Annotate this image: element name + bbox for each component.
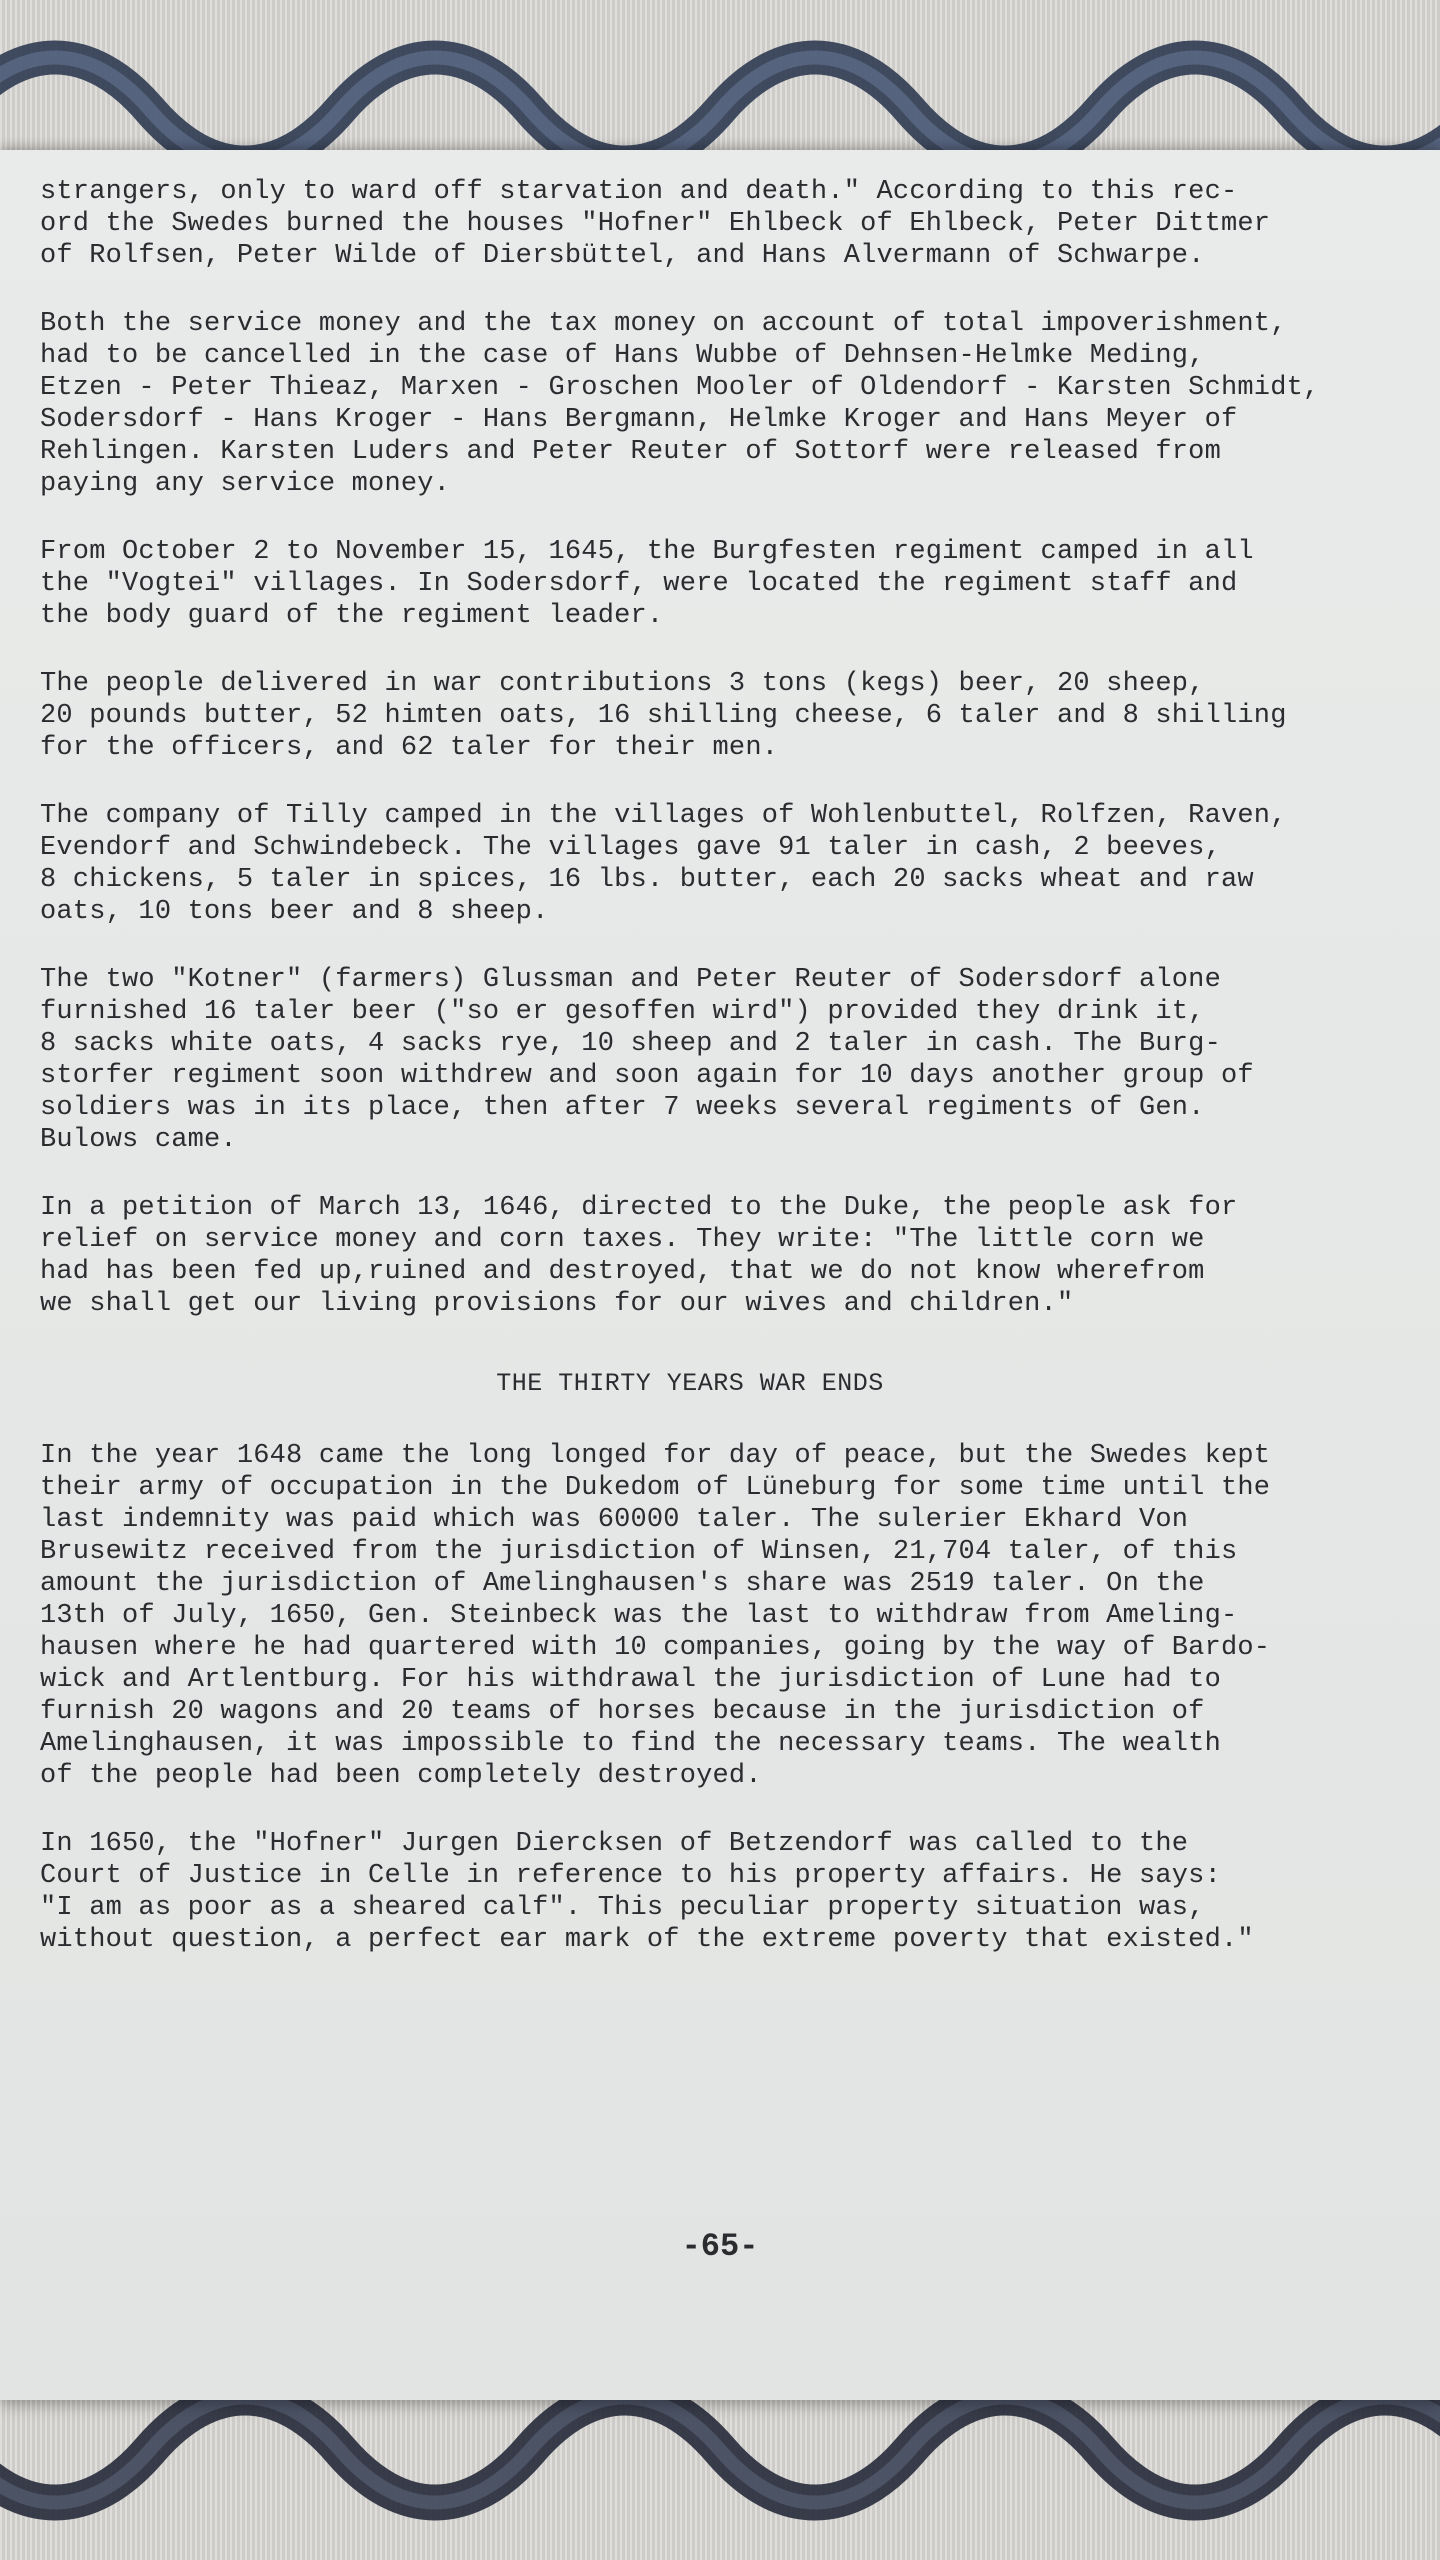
paragraph: The company of Tilly camped in the villages of Wohlenbuttel, Rolfzen, Raven, Evendorf and Schwindebeck. The villages gave 91 taler in cash, 2 beeves, 8 chickens, 5 taler in spices, 16 lbs. butter, each 20 sacks wheat and raw oats, 10 tons beer and 8 sheep. (40, 801, 1287, 927)
paragraph: The two "Kotner" (farmers) Glussman and Peter Reuter of Sodersdorf alone furnished 16 taler beer ("so er gesoffen wird") provided they drink it, 8 sacks white oats, 4 sacks rye, 10 sheep and 2 taler in cash. The Burg- storfer regiment soon withdrew and soon again for 10 days another group of soldiers was in its place, then after 7 weeks several regiments of Gen. Bulows came. (40, 965, 1254, 1155)
woven-pattern-bottom (0, 2390, 1440, 2560)
paragraph: In the year 1648 came the long longed for day of peace, but the Swedes kept their army of occupation in the Dukedom of Lüneburg for some time until the last indemnity was paid which was 60000 taler. The sulerier Ekhard Von Brusewitz received from the jurisdiction of Winsen, 21,704 taler, of this amount the jurisdiction of Amelinghausen's share was 2519 taler. On the 13th of July, 1650, Gen. Steinbeck was the last to withdraw from Ameling- hausen where he had quartered with 10 companies, going by the way of Bardo- wick and Artlentburg. For his withdrawal the jurisdiction of Lune had to furnish 20 wagons and 20 teams of horses because in the jurisdiction of Amelinghausen, it was impossible to find the necessary teams. The wealth of the people had been completely destroyed. (40, 1441, 1271, 1791)
paragraph: strangers, only to ward off starvation and death." According to this rec- ord the Swedes burned the houses "Hofner" Ehlbeck of Ehlbeck, Peter Dittmer of Rolfsen, Peter Wilde of Diersbüttel, and Hans Alvermann of Schwarpe. (40, 177, 1271, 271)
paragraph: The people delivered in war contributions 3 tons (kegs) beer, 20 sheep, 20 pounds butter, 52 himten oats, 16 shilling cheese, 6 taler and 8 shilling for the officers, and 62 taler for their men. (40, 669, 1287, 763)
paragraph: Both the service money and the tax money on account of total impoverishment, had to be cancelled in the case of Hans Wubbe of Dehnsen-Helmke Meding, Etzen - Peter Thieaz, Marxen - Groschen Mooler of Oldendorf - Karsten Schmidt, Sodersdorf - Hans Kroger - Hans Bergmann, Helmke Kroger and Hans Meyer of Rehlingen. Karsten Luders and Peter Reuter of Sottorf were released from paying any service money. (40, 309, 1320, 499)
textile-background-bottom (0, 2390, 1440, 2560)
document-text (40, 176, 1340, 1992)
paragraph: In 1650, the "Hofner" Jurgen Diercksen of Betzendorf was called to the Court of Justice in Celle in reference to his property affairs. He says: "I am as poor as a sheared calf". This peculiar property situation was, without question, a perfect ear mark of the extreme poverty that existed." (40, 1829, 1254, 1955)
section-heading: THE THIRTY YEARS WAR ENDS (496, 1369, 884, 1398)
paragraph: In a petition of March 13, 1646, directed to the Duke, the people ask for relief on service money and corn taxes. They write: "The little corn we had has been fed up,ruined and destroyed, that we do not know wherefrom we shall get our living provisions for our wives and children." (40, 1193, 1238, 1319)
textile-background-top (0, 0, 1440, 160)
paragraph: From October 2 to November 15, 1645, the Burgfesten regiment camped in all the "Vogtei" villages. In Sodersdorf, were located the regiment staff and the body guard of the regiment leader. (40, 537, 1254, 631)
page-number: -65- (681, 2228, 759, 2265)
woven-pattern-top (0, 0, 1440, 160)
